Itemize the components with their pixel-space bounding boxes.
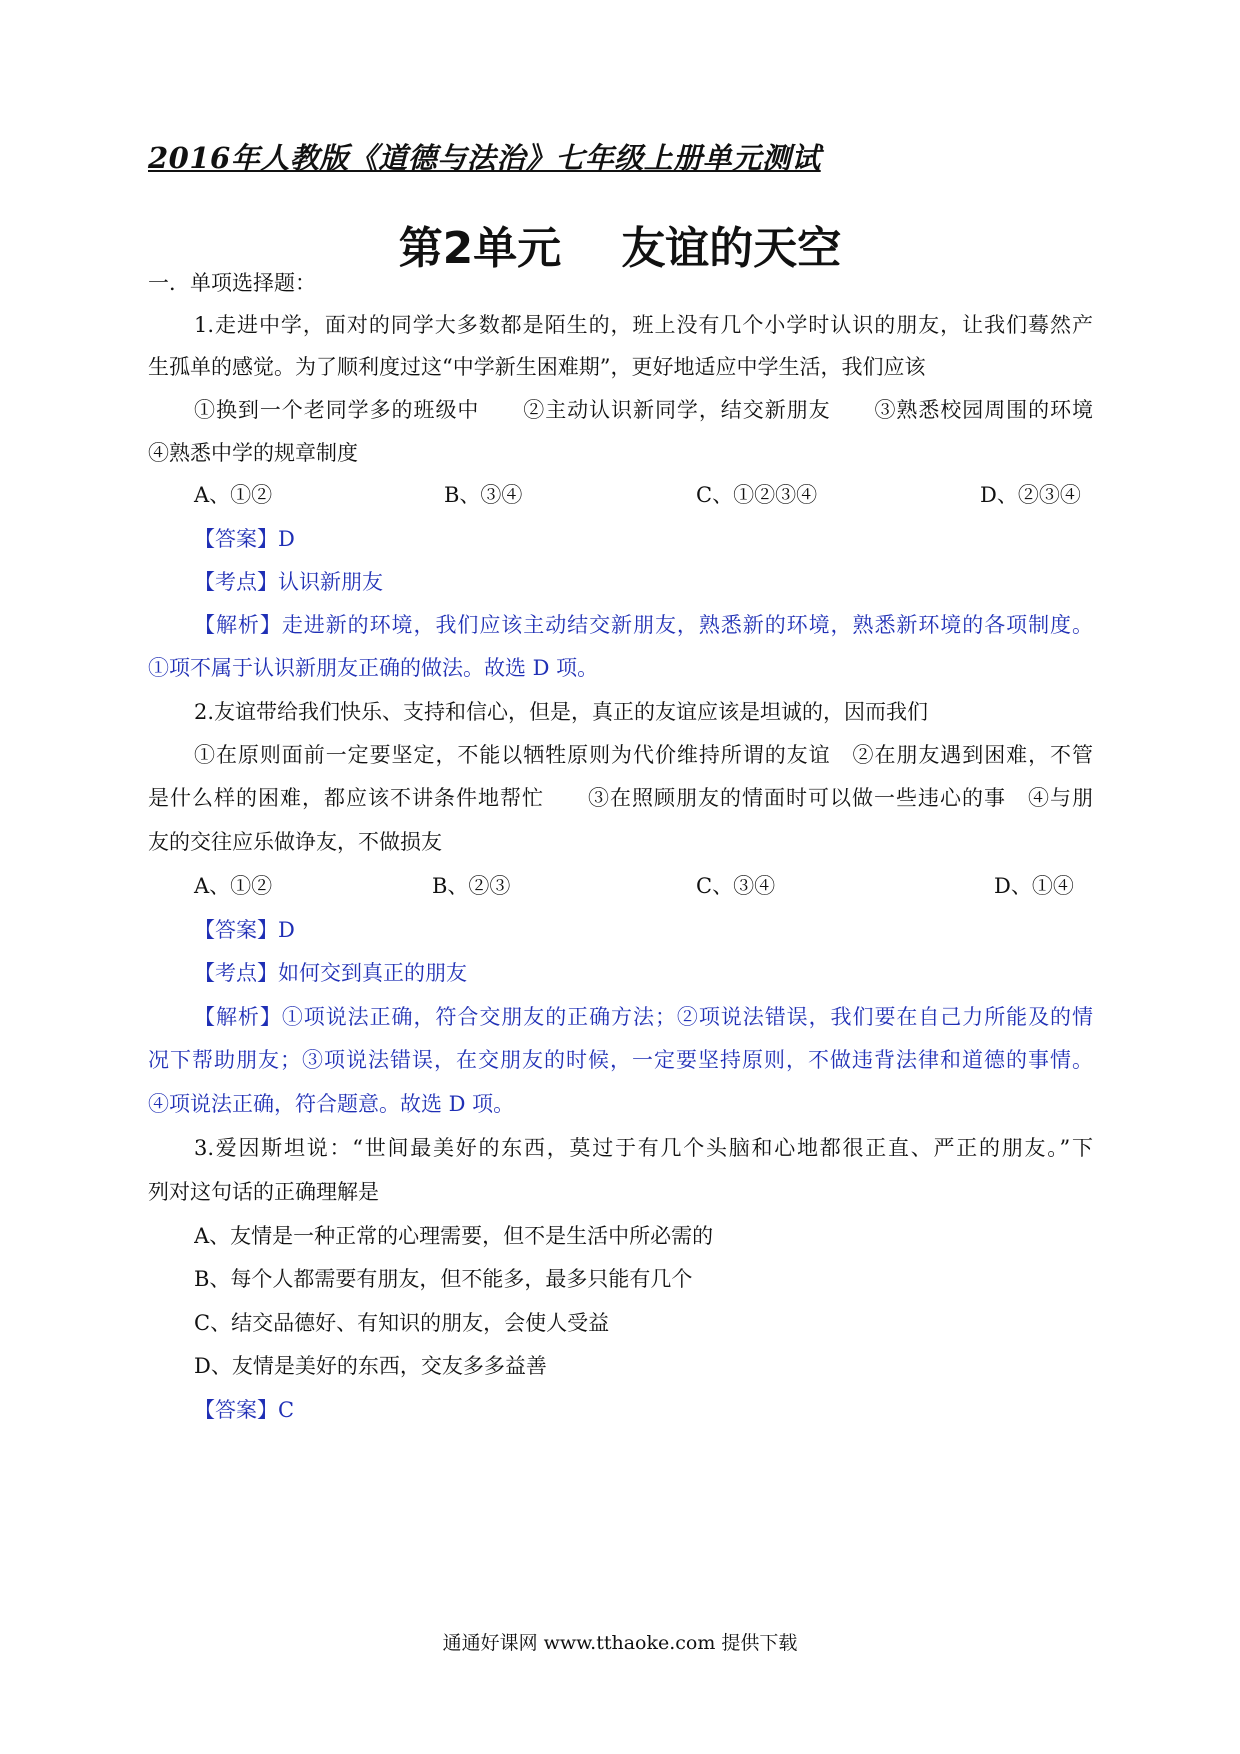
q1-option-a: A、①② (194, 483, 273, 507)
q3-stem-line2: 列对这句话的正确理解是 (148, 1180, 379, 1204)
q2-point (194, 958, 1093, 988)
q1-items-line2: ④熟悉中学的规章制度 (148, 441, 358, 465)
q2-option-b: B、②③ (432, 874, 511, 898)
answer-tag: 【答案】 (194, 918, 278, 942)
q3-option-a: A、友情是一种正常的心理需要，但不是生活中所必需的 (194, 1224, 714, 1248)
q1-option-d: D、②③④ (980, 483, 1081, 507)
q2-option-a: A、①② (194, 874, 273, 898)
q2-stem-line1: 2.友谊带给我们快乐、支持和信心，但是，真正的友谊应该是坦诚的，因而我们 (194, 700, 929, 724)
q1-option-c: C、①②③④ (696, 483, 818, 507)
q3-answer (194, 1395, 1093, 1425)
answer-value: D (278, 918, 295, 942)
answer-tag: 【答案】 (194, 527, 278, 551)
q3-option-b: B、每个人都需要有朋友，但不能多，最多只能有几个 (194, 1267, 693, 1291)
analysis-tag: 【解析】 (194, 613, 282, 637)
q2-option-d: D、①④ (994, 874, 1074, 898)
unit-title (0, 212, 1240, 276)
point-value: 认识新朋友 (278, 570, 383, 594)
point-tag: 【考点】 (194, 570, 278, 594)
q1-point (194, 567, 1093, 597)
q1-analysis-line1 (194, 610, 1093, 640)
q1-answer (194, 524, 1093, 554)
unit-name: 友谊的天空 (621, 223, 842, 274)
q2-items-line2: 是什么样的困难，都应该不讲条件地帮忙 ③在照顾朋友的情面时可以做一些违心的事 ④与朋 (148, 786, 1093, 810)
q2-analysis-line3: ④项说法正确，符合题意。故选 D 项。 (148, 1092, 515, 1116)
q1-stem-line2: 生孤单的感觉。为了顺利度过这“中学新生困难期”，更好地适应中学生活，我们应该 (148, 355, 926, 379)
answer-value: D (278, 527, 295, 551)
analysis-text: 走进新的环境，我们应该主动结交新朋友，熟悉新的环境，熟悉新环境的各项制度。 (281, 613, 1093, 637)
answer-tag: 【答案】 (194, 1398, 278, 1422)
point-value: 如何交到真正的朋友 (278, 961, 467, 985)
document-title: 2016年人教版《道德与法治》七年级上册单元测试 (148, 141, 821, 175)
section-heading: 一．单项选择题： (148, 271, 316, 295)
q3-option-c: C、结交品德好、有知识的朋友，会使人受益 (194, 1311, 610, 1335)
page-footer: 通通好课网 www.tthaoke.com 提供下载 (442, 1632, 798, 1654)
q1-analysis-line2: ①项不属于认识新朋友正确的做法。故选 D 项。 (148, 656, 599, 680)
unit-number: 第2单元 (398, 223, 562, 274)
analysis-text: ①项说法正确，符合交朋友的正确方法；②项说法错误，我们要在自己力所能及的情 (281, 1005, 1093, 1029)
q2-analysis-line1 (194, 1002, 1093, 1032)
q1-stem-line1: 1.走进中学，面对的同学大多数都是陌生的，班上没有几个小学时认识的朋友，让我们蓦然产 (194, 313, 1093, 337)
answer-value: C (278, 1398, 295, 1422)
q2-items-line3: 友的交往应乐做诤友，不做损友 (148, 830, 442, 854)
point-tag: 【考点】 (194, 961, 278, 985)
q3-option-d: D、友情是美好的东西，交友多多益善 (194, 1354, 547, 1378)
q2-items-line1: ①在原则面前一定要坚定，不能以牺牲原则为代价维持所谓的友谊 ②在朋友遇到困难，不管 (194, 743, 1093, 767)
q3-stem-line1: 3.爱因斯坦说：“世间最美好的东西，莫过于有几个头脑和心地都很正直、严正的朋友。”下 (194, 1136, 1093, 1160)
q1-items-line1: ①换到一个老同学多的班级中 ②主动认识新同学，结交新朋友 ③熟悉校园周围的环境 (194, 398, 1093, 422)
q2-option-c: C、③④ (696, 874, 776, 898)
q2-analysis-line2: 况下帮助朋友；③项说法错误，在交朋友的时候，一定要坚持原则，不做违背法律和道德的事情。 (148, 1048, 1093, 1072)
q2-answer (194, 915, 1093, 945)
analysis-tag: 【解析】 (194, 1005, 282, 1029)
q1-option-b: B、③④ (444, 483, 523, 507)
